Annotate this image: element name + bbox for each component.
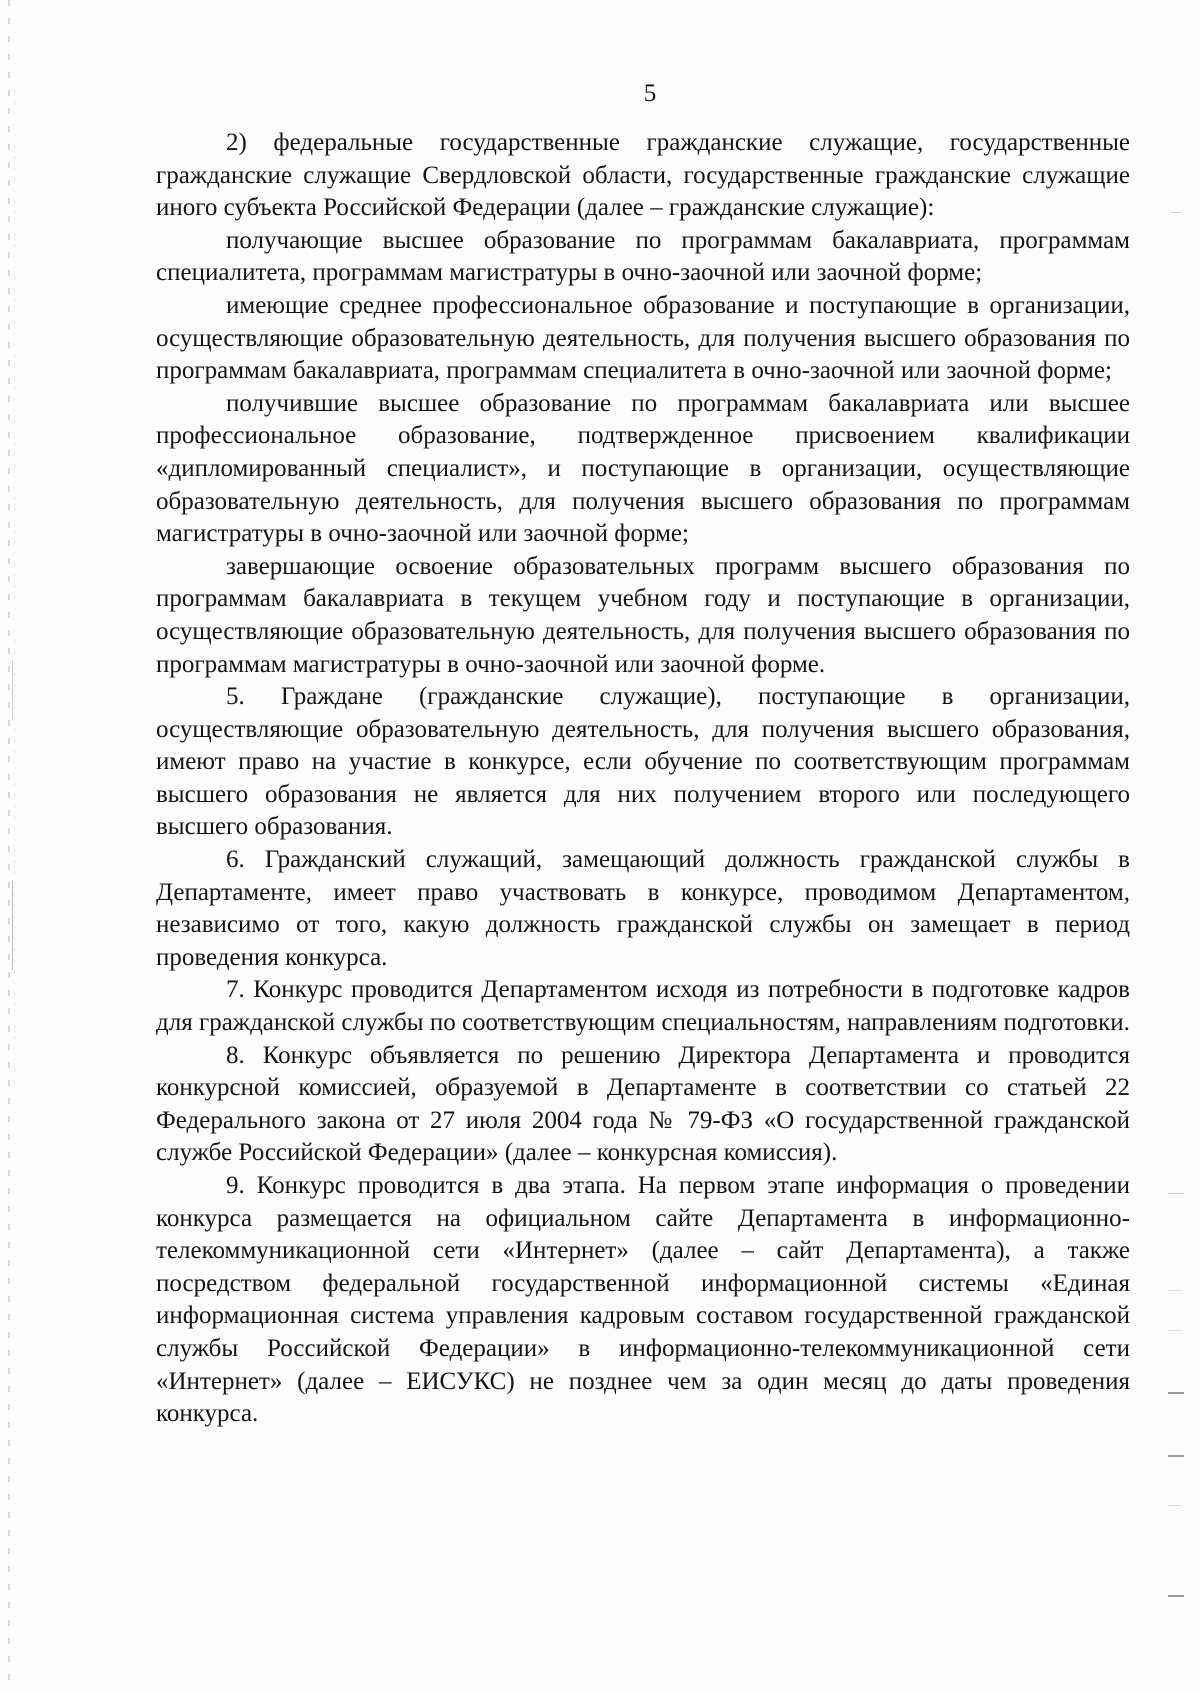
paragraph-8: 8. Конкурс объявляется по решению Директора Департамента и проводится конкурсной комиссией, образуемой в Департаменте в соответствии со статьей 22 Федерального закона от 27 июля 2004 года № 79-ФЗ «О государственной гражданской службе Российской Федерации» (далее – конкурсная комиссия). <box>156 1041 1130 1167</box>
paragraph-7: 7. Конкурс проводится Департаментом исходя из потребности в подготовке кадров для гражданской службы по соответствующим специальностям, направлениям подготовки. <box>156 976 1130 1037</box>
paragraph-completing-bachelor: завершающие освоение образовательных программ высшего образования по программам бакалавриата в текущем учебном году и поступающие в организации, осуществляющие образовательную деятельность, для получения высшего образования по программам магистратуры в очно-заочной или заочной форме. <box>156 552 1130 678</box>
paragraph-receiving-higher-education: получающие высшее образование по программам бакалавриата, программам специалитета, программам магистратуры в очно-заочной или заочной форме; <box>156 226 1130 287</box>
scan-artifact-mark <box>1168 1455 1184 1457</box>
scan-artifact-left-edge <box>8 0 10 1691</box>
paragraph-9: 9. Конкурс проводится в два этапа. На первом этапе информация о проведении конкурса размещается на официальном сайте Департамента в информационно-телекоммуникационной сети «Интернет» (далее – сайт Департамента), а также посредством федеральной государственной информационной системы «Единая информационная система управления кадровым составом государственной гражданской службы Российской Федерации» в информационно-телекоммуникационной сети «Интернет» (далее – ЕИСУКС) не позднее чем за один месяц до даты проведения конкурса. <box>156 1172 1130 1428</box>
scan-artifact-mark <box>1168 1595 1184 1597</box>
paragraph-secondary-vocational: имеющие среднее профессиональное образование и поступающие в организации, осуществляющие образовательную деятельность, для получения высшего образования по программам бакалавриата, программам специалитета в очно-заочной или заочной форме; <box>156 291 1130 385</box>
paragraph-5: 5. Граждане (гражданские служащие), поступающие в организации, осуществляющие образовательную деятельность, для получения высшего образования, имеют право на участие в конкурсе, если обучение по соответствующим программам высшего образования не является для них получением второго или последующего высшего образования. <box>156 683 1130 841</box>
scan-artifact-vertical-mark <box>12 660 13 720</box>
scan-artifact-mark <box>1168 1392 1184 1394</box>
paragraph-6: 6. Гражданский служащий, замещающий должность гражданской службы в Департаменте, имеет право участвовать в конкурсе, проводимом Департаментом, независимо от того, какую должность гражданской службы он замещает в период проведения конкурса. <box>156 846 1130 971</box>
paragraph-2-civil-servants: 2) федеральные государственные гражданские служащие, государственные гражданские служащие Свердловской области, государственные гражданские служащие иного субъекта Российской Федерации (далее – гражданские служащие): <box>156 129 1130 222</box>
scan-artifact-mark <box>1168 1505 1182 1506</box>
document-body <box>156 127 1130 1431</box>
scan-artifact-vertical-mark <box>12 880 13 970</box>
scan-artifact-mark <box>1168 1330 1182 1331</box>
scan-artifact-mark <box>1170 212 1182 213</box>
scan-artifact-left-edge-secondary <box>14 90 15 1090</box>
scan-artifact-mark <box>1168 1290 1182 1291</box>
scan-artifact-mark <box>1168 1193 1184 1194</box>
page-number: 5 <box>643 80 657 107</box>
paragraph-received-higher-education: получившие высшее образование по программам бакалавриата или высшее профессиональное образование, подтвержденное присвоением квалификации «дипломированный специалист», и поступающие в организации, осуществляющие образовательную деятельность, для получения высшего образования по программам магистратуры в очно-заочной или заочной форме; <box>156 389 1130 548</box>
